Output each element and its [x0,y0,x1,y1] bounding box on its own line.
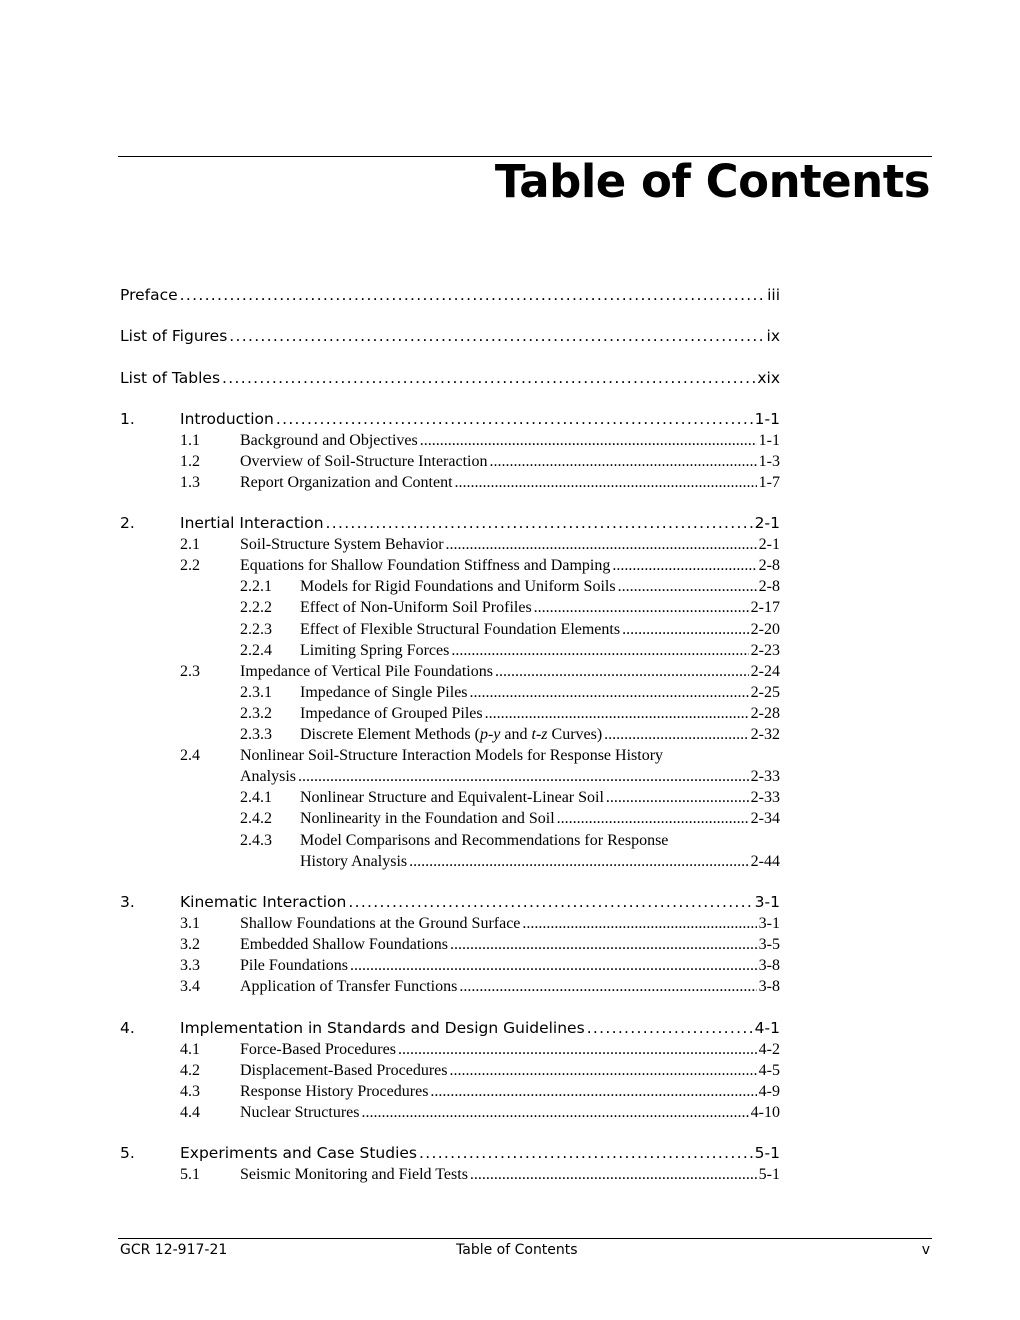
toc-chapter-number: 2. [120,514,135,532]
toc-subsection-number: 2.3.2 [240,705,272,722]
toc-chapter-3[interactable] [120,893,780,915]
toc-subsection-title: Nonlinearity in the Foundation and Soil [300,810,555,827]
toc-section-3-4[interactable] [180,978,780,999]
toc-section-title: Impedance of Vertical Pile Foundations [240,663,493,680]
toc-subsection-title: Models for Rigid Foundations and Uniform Soils [300,578,616,595]
toc-section-3-3[interactable] [180,957,780,978]
toc-subsection-title-continued: History Analysis [300,853,408,870]
toc-entry-page: 2-34 [750,810,780,827]
toc-subsection-2-2-4[interactable] [240,642,780,663]
toc-section-number: 3.3 [180,957,200,974]
toc-entry-page: 4-9 [758,1083,780,1100]
toc-chapter-title: Kinematic Interaction [180,893,347,911]
toc-entry-page: 3-8 [758,978,780,995]
toc-subsection-2-2-3[interactable] [240,621,780,642]
toc-section-title: Nuclear Structures [240,1104,360,1121]
toc-subsection-title: Nonlinear Structure and Equivalent-Linear Soil [300,789,604,806]
toc-entry-page: 4-5 [758,1062,780,1079]
toc-subsection-2-2-1[interactable] [240,578,780,599]
toc-subsection-number: 2.4.1 [240,789,272,806]
toc-entry-page: 4-2 [758,1041,780,1058]
footer-report-number: GCR 12-917-21 [120,1242,228,1258]
toc-chapter-number: 3. [120,893,135,911]
toc-section-title: Seismic Monitoring and Field Tests [240,1166,468,1183]
toc-subsection-number: 2.4.3 [240,832,272,849]
toc-section-3-2[interactable] [180,936,780,957]
toc-section-title: Soil-Structure System Behavior [240,536,444,553]
toc-section-title: Force-Based Procedures [240,1041,396,1058]
toc-section-4-1[interactable] [180,1041,780,1062]
toc-section-1-1[interactable] [180,432,780,453]
toc-subsection-title: Limiting Spring Forces [300,642,450,659]
toc-entry-page: 3-1 [758,915,780,932]
toc-entry-page: 2-32 [750,726,780,743]
footer-rule [118,1238,932,1239]
toc-entry-list-of-figures[interactable] [120,327,780,349]
toc-entry-page: 2-1 [754,514,780,532]
toc-chapter-title: Experiments and Case Studies [180,1144,418,1162]
toc-section-number: 4.3 [180,1083,200,1100]
toc-entry-page: 2-20 [750,621,780,638]
toc-section-number: 4.4 [180,1104,200,1121]
toc-section-5-1[interactable] [180,1166,780,1187]
toc-section-number: 3.4 [180,978,200,995]
toc-entry-page: 3-8 [758,957,780,974]
toc-section-title: Response History Procedures [240,1083,429,1100]
toc-entry-list-of-tables[interactable] [120,369,780,391]
toc-section-title: Application of Transfer Functions [240,978,458,995]
toc-chapter-title: Implementation in Standards and Design Guidelines [180,1019,585,1037]
toc-entry-page: iii [767,286,780,304]
toc-entry-page: 2-1 [758,536,780,553]
toc-subsection-2-3-3[interactable] [240,726,780,747]
toc-section-2-4-continued[interactable] [240,768,780,789]
toc-section-4-2[interactable] [180,1062,780,1083]
toc-section-title: Equations for Shallow Foundation Stiffness and Damping [240,557,611,574]
toc-section-1-2[interactable] [180,453,780,474]
toc-subsection-number: 2.2.2 [240,599,272,616]
toc-entry-page: 1-3 [758,453,780,470]
toc-section-title: Background and Objectives [240,432,418,449]
toc-section-title: Embedded Shallow Foundations [240,936,448,953]
toc-chapter-number: 5. [120,1144,135,1162]
toc-subsection-number: 2.2.1 [240,578,272,595]
toc-subsection-2-3-1[interactable] [240,684,780,705]
toc-subsection-title: Model Comparisons and Recommendations for Response [300,832,669,849]
toc-entry-page: 2-8 [758,557,780,574]
toc-section-number: 4.1 [180,1041,200,1058]
toc-section-2-2[interactable] [180,557,780,578]
toc-subsection-2-4-3-continued[interactable] [240,853,780,874]
toc-subsection-title: Discrete Element Methods (p-y and t-z Curves) [300,726,603,743]
toc-section-title: Overview of Soil-Structure Interaction [240,453,488,470]
toc-section-2-1[interactable] [180,536,780,557]
toc-section-title: Shallow Foundations at the Ground Surface [240,915,521,932]
toc-section-2-4[interactable] [180,747,780,768]
toc-section-number: 2.2 [180,557,200,574]
toc-entry-page: 2-8 [758,578,780,595]
toc-chapter-5[interactable] [120,1144,780,1166]
toc-entry-label: List of Figures [120,327,228,345]
page-title: Table of Contents [494,155,930,208]
toc-entry-page: 2-44 [750,853,780,870]
toc-section-number: 3.2 [180,936,200,953]
toc-subsection-title: Effect of Non-Uniform Soil Profiles [300,599,532,616]
toc-entry-preface[interactable] [120,286,780,308]
toc-subsection-number: 2.2.4 [240,642,272,659]
toc-subsection-2-4-3[interactable] [240,832,780,853]
toc-entry-page: 2-28 [750,705,780,722]
toc-section-4-3[interactable] [180,1083,780,1104]
toc-entry-page: 2-33 [750,768,780,785]
toc-entry-label: List of Tables [120,369,221,387]
toc-entry-page: 3-1 [754,893,780,911]
toc-entry-page: 3-5 [758,936,780,953]
toc-section-number: 2.4 [180,747,200,764]
toc-section-1-3[interactable] [180,474,780,495]
toc-entry-page: 4-1 [754,1019,780,1037]
toc-chapter-number: 4. [120,1019,135,1037]
toc-section-title: Nonlinear Soil-Structure Interaction Models for Response History [240,747,664,764]
toc-subsection-number: 2.3.3 [240,726,272,743]
footer-section-title: Table of Contents [456,1242,578,1258]
toc-section-title: Report Organization and Content [240,474,453,491]
toc-chapter-title: Inertial Interaction [180,514,324,532]
toc-subsection-2-2-2[interactable] [240,599,780,620]
toc-entry-label: Preface [120,286,178,304]
toc-subsection-title: Impedance of Single Piles [300,684,468,701]
toc-entry-page: 1-1 [758,432,780,449]
toc-subsection-number: 2.2.3 [240,621,272,638]
toc-section-number: 3.1 [180,915,200,932]
toc-section-3-1[interactable] [180,915,780,936]
toc-section-number: 5.1 [180,1166,200,1183]
footer-page-number: v [921,1242,930,1258]
toc-subsection-title: Impedance of Grouped Piles [300,705,483,722]
toc-entry-page: 4-10 [750,1104,780,1121]
toc-section-4-4[interactable] [180,1104,780,1125]
toc-subsection-number: 2.3.1 [240,684,272,701]
toc-entry-page: 2-25 [750,684,780,701]
toc-section-number: 1.2 [180,453,200,470]
toc-section-title: Pile Foundations [240,957,349,974]
toc-subsection-2-3-2[interactable] [240,705,780,726]
toc-section-number: 1.3 [180,474,200,491]
toc-section-title-continued: Analysis [240,768,296,785]
toc-entry-page: 1-1 [754,410,780,428]
toc-entry-page: ix [766,327,780,345]
toc-entry-page: 2-23 [750,642,780,659]
toc-section-number: 4.2 [180,1062,200,1079]
toc-section-2-3[interactable] [180,663,780,684]
toc-entry-page: 5-1 [758,1166,780,1183]
toc-chapter-title: Introduction [180,410,274,428]
toc-section-number: 2.1 [180,536,200,553]
toc-chapter-1[interactable] [120,410,780,432]
toc-entry-page: 2-24 [750,663,780,680]
toc-chapter-4[interactable] [120,1019,780,1041]
toc-section-title: Displacement-Based Procedures [240,1062,448,1079]
toc-entry-page: xix [757,369,780,387]
toc-entry-page: 2-33 [750,789,780,806]
toc-section-number: 2.3 [180,663,200,680]
toc-chapter-2[interactable] [120,514,780,536]
toc-section-number: 1.1 [180,432,200,449]
toc-chapter-number: 1. [120,410,135,428]
toc-subsection-title: Effect of Flexible Structural Foundation Elements [300,621,621,638]
toc-entry-page: 2-17 [750,599,780,616]
toc-entry-page: 1-7 [758,474,780,491]
toc-subsection-number: 2.4.2 [240,810,272,827]
toc-subsection-2-4-1[interactable] [240,789,780,810]
toc-entry-page: 5-1 [754,1144,780,1162]
toc-subsection-2-4-2[interactable] [240,810,780,831]
